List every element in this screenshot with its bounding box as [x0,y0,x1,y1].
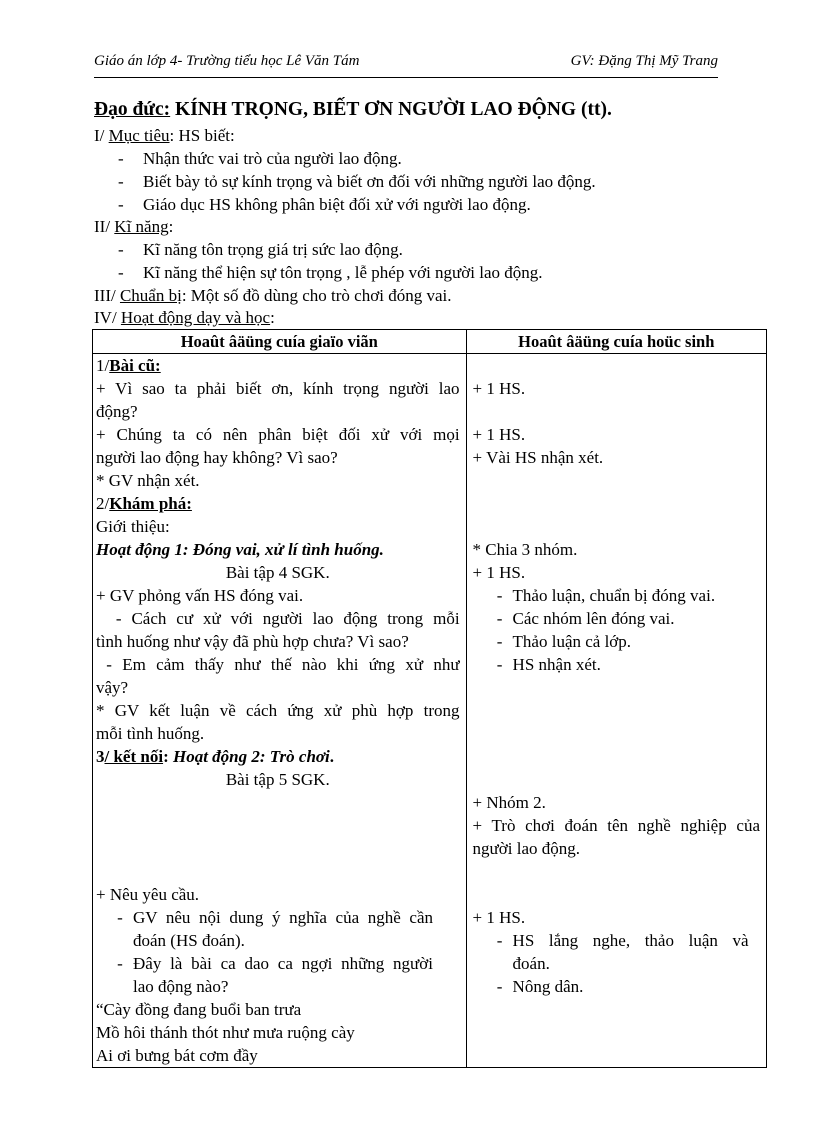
teacher-line: Giới thiệu: [96,517,170,536]
student-line: * Chia 3 nhóm. [472,540,578,559]
activities-num: IV/ [94,308,121,327]
teacher-line: * GV nhận xét. [96,471,200,490]
objectives-rest: : HS biết: [169,126,235,145]
teacher-bullet: - Đây là bài ca dao ca ngợi những người [117,954,433,973]
teacher-line: * GV kết luận về cách ứng xử phù hợp trong [96,701,460,720]
section-explore [93,492,466,515]
teacher-line: mỗi tình huống. [96,724,205,743]
activity-1-heading: Hoạt động 1: Đóng vai, xử lí tình huống. [96,540,384,559]
teacher-line: + Chúng ta có nên phân biệt đối xử với mọi [96,425,460,444]
header-school: Giáo án lớp 4- Trường tiểu học Lê Văn Tám [94,53,360,69]
teacher-line: tình huống như vậy đã phù hợp chưa? Vì sao? [96,632,409,651]
section-connect [93,745,466,768]
student-line: + Vài HS nhận xét. [472,448,604,467]
teacher-line: Bài tập 5 SGK. [225,770,330,789]
student-line: + 1 HS. [472,425,526,444]
teacher-bullet: - GV nêu nội dung ý nghĩa của nghề cần [117,908,433,927]
skill-item: - Kĩ năng tôn trọng giá trị sức lao động. [118,240,403,259]
section-label: Bài cũ: [109,356,161,375]
teacher-line: + Nêu yêu cầu. [96,885,200,904]
table-header-row [93,330,767,354]
activities-rest: : [270,308,275,327]
skill-text: Kĩ năng thể hiện sự tôn trọng , lễ phép với người lao động. [143,263,543,282]
student-column-header: Hoaût âäüng cuía hoüc sinh [466,330,766,354]
student-line: + Nhóm 2. [472,793,546,812]
student-bullet: - HS nhận xét. [496,655,601,674]
poem-line: Ai ơi bưng bát cơm đầy [96,1046,258,1065]
bullet-text: đoán (HS đoán). [133,931,245,950]
teacher-line [93,929,466,952]
teacher-line: người lao động hay không? Vì sao? [96,448,338,467]
activity-2-end: . [329,747,335,766]
student-bullet: - Các nhóm lên đóng vai. [496,609,675,628]
objective-text: Nhận thức vai trò của người lao động. [143,149,402,168]
student-line: + 1 HS. [472,563,526,582]
section-old-lesson [93,354,466,377]
skill-item: - Kĩ năng thể hiện sự tôn trọng , lễ phép với người lao động. [118,263,543,282]
teacher-column-header: Hoaût âäüng cuía giaïo viãn [93,330,467,354]
bullet-text: HS nhận xét. [512,655,601,674]
student-line: + 1 HS. [472,908,526,927]
skills-label: Kĩ năng [114,217,169,236]
student-bullet: - Thảo luận, chuẩn bị đóng vai. [496,586,716,605]
teacher-line: - Em cảm thấy như thế nào khi ứng xử như [96,655,460,674]
bullet-text: Thảo luận, chuẩn bị đóng vai. [512,586,716,605]
skill-text: Kĩ năng tôn trọng giá trị sức lao động. [143,240,403,259]
student-activities-cell [466,354,766,1068]
lesson-table [92,329,767,1068]
objectives-label: Mục tiêu [108,126,170,145]
poem-line: “Cày đồng đang buổi ban trưa [96,1000,302,1019]
section-num: 1/ [96,356,110,375]
bullet-text: Đây là bài ca dao ca ngợi những người [133,954,433,973]
lesson-title [94,99,612,121]
objective-item: - Nhận thức vai trò của người lao động. [118,149,402,168]
student-line: người lao động. [472,839,580,858]
objective-item: - Biết bày tỏ sự kính trọng và biết ơn đối với những người lao động. [118,172,596,191]
lesson-subject: Đạo đức: [94,99,171,120]
objective-text: Giáo dục HS không phân biệt đối xử với người lao động. [143,195,531,214]
teacher-line: - Cách cư xử với người lao động trong mỗi [96,609,460,628]
bullet-text: Nông dân. [512,977,584,996]
bullet-text: Các nhóm lên đóng vai. [512,609,675,628]
activity-2-heading: Hoạt động 2: Trò chơi [172,747,330,766]
objective-text: Biết bày tỏ sự kính trọng và biết ơn đối với những người lao động. [143,172,596,191]
page-header [94,53,718,78]
section-num: 2/ [96,494,110,513]
poem-line: Mồ hôi thánh thót như mưa ruộng cày [96,1023,355,1042]
header-teacher: GV: Đặng Thị Mỹ Trang [570,53,718,69]
student-bullet: - Thảo luận cả lớp. [496,632,632,651]
activities-heading [94,308,275,328]
teacher-line: + GV phỏng vấn HS đóng vai. [96,586,304,605]
prep-heading [94,286,451,306]
skills-num: II/ [94,217,115,236]
student-line: + Trò chơi đoán tên nghề nghiệp của [472,816,760,835]
student-bullet: - Nông dân. [496,977,584,996]
prep-num: III/ [94,286,120,305]
student-line [467,952,766,975]
bullet-text: lao động nào? [133,977,229,996]
bullet-text: GV nêu nội dung ý nghĩa của nghề cần [133,908,433,927]
section-label: Khám phá: [109,494,192,513]
prep-rest: : Một số đồ dùng cho trò chơi đóng vai. [181,286,452,305]
section-label: / kết nối [104,747,164,766]
teacher-line [93,975,466,998]
bullet-text: Thảo luận cả lớp. [512,632,632,651]
bullet-text: HS lắng nghe, thảo luận và [512,931,749,950]
activities-label: Hoạt động dạy và học [120,308,271,327]
prep-label: Chuẩn bị [119,286,182,305]
objectives-heading [94,126,235,146]
teacher-line: + Vì sao ta phải biết ơn, kính trọng người lao [96,379,460,398]
section-num: 3 [96,747,105,766]
lesson-title-text: KÍNH TRỌNG, BIẾT ƠN NGƯỜI LAO ĐỘNG (tt). [170,99,612,120]
teacher-activities-cell [93,354,467,1068]
section-colon: : [163,747,173,766]
student-bullet: - HS lắng nghe, thảo luận và [496,931,749,950]
objectives-num: I/ [94,126,109,145]
objective-item: - Giáo dục HS không phân biệt đối xử với người lao động. [118,195,531,214]
bullet-text: đoán. [512,954,550,973]
student-line: + 1 HS. [472,379,526,398]
teacher-line: vậy? [96,678,129,697]
skills-heading [94,217,173,237]
skills-rest: : [168,217,174,236]
teacher-line: động? [96,402,138,421]
teacher-line: Bài tập 4 SGK. [225,563,330,582]
